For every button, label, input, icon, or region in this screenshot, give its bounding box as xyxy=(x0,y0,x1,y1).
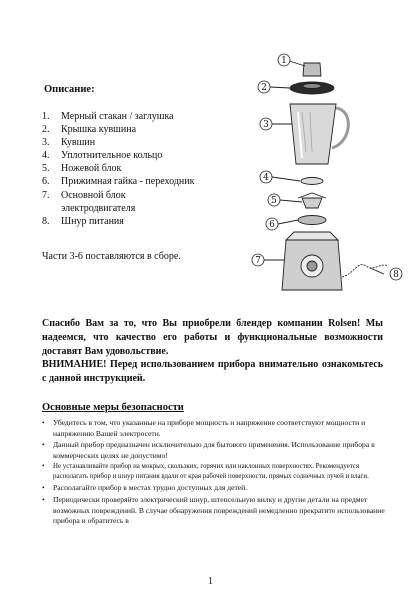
item-number xyxy=(42,202,61,215)
measuring-cup-shape xyxy=(303,63,321,76)
callout-6: 6 xyxy=(269,220,275,230)
callout-5: 5 xyxy=(271,196,277,206)
item-number: 6. xyxy=(42,176,50,188)
list-item xyxy=(42,215,257,228)
list-item: • Данный прибор предназначен исключительно для бытового применения. Использование прибора в коммерческих целях не допустимо! xyxy=(42,440,387,461)
list-item: • Убедитесь в том, что указанные на приборе мощность и напряжение соответствуют мощности и напряжению Вашей электросети. xyxy=(42,418,387,439)
power-cord-shape xyxy=(342,265,388,277)
item-text: Уплотнительное кольцо xyxy=(61,150,163,162)
item-number: 5. xyxy=(42,163,50,175)
item-text: Шнур питания xyxy=(61,215,124,227)
item-text: Мерный стакан / заглушка xyxy=(61,111,174,122)
callout-7: 7 xyxy=(255,256,261,266)
item-text: Крышка кувшина xyxy=(61,124,137,136)
item-text: Основной блок xyxy=(61,189,126,201)
safety-heading: Основные меры безопасности xyxy=(42,402,184,413)
callout-3: 3 xyxy=(263,120,269,130)
blade-shape xyxy=(302,198,322,208)
item-number: 2. xyxy=(42,124,50,136)
list-item xyxy=(42,175,257,188)
list-item: • Периодически проверяйте электрический шнур, штепсельную вилку и другие детали на предмет возможных повреждений. В случае обнаружения повреждений немедленно прекратите использование прибора и обратитесь в xyxy=(42,495,387,527)
list-item xyxy=(42,110,257,123)
item-text: электродвигателя xyxy=(61,202,136,214)
warning-paragraph: ВНИМАНИЕ! Перед использованием прибора внимательно ознакомьтесь с данной инструкцией. xyxy=(42,359,383,385)
callout-4: 4 xyxy=(263,173,269,183)
nut-shape xyxy=(298,216,326,225)
callout-1: 1 xyxy=(281,56,287,66)
item-number: 7. xyxy=(42,189,50,201)
list-item xyxy=(42,162,257,175)
assembly-note: Части 3-6 поставляются в сборе. xyxy=(42,251,181,262)
item-number: 8. xyxy=(42,215,50,227)
list-item xyxy=(42,136,257,149)
list-item xyxy=(42,202,257,215)
item-number: 3. xyxy=(42,137,50,149)
callout-8: 8 xyxy=(393,270,399,280)
item-number: 4. xyxy=(42,150,50,162)
list-item: • Располагайте прибор в местах трудно доступных для детей. xyxy=(42,483,387,494)
item-text: Ножевой блок xyxy=(61,163,122,175)
item-number: 1. xyxy=(42,111,50,122)
item-text: Прижимная гайка - переходник xyxy=(61,176,195,188)
item-text: Кувшин xyxy=(61,137,96,149)
callout-2: 2 xyxy=(261,83,267,93)
jug-shape xyxy=(290,104,336,164)
parts-list xyxy=(42,110,257,228)
list-item xyxy=(42,123,257,136)
page-number: 1 xyxy=(208,576,213,587)
description-heading: Описание: xyxy=(44,84,95,95)
intro-text xyxy=(42,317,383,386)
list-item: • Не устанавливайте прибор на мокрых, скользких, горячих или наклонных поверхностях. Рекомендуется располагать прибор и шнур питания вдали от края рабочей поверхности, прямых солнечных лучей и влаги. xyxy=(42,462,387,482)
list-item xyxy=(42,149,257,162)
thanks-paragraph: Спасибо Вам за то, что Вы приобрели блендер компании Rolsen! Мы надеемся, что качество его работы и функциональные возможности доставят Вам удовольствие. xyxy=(42,318,383,357)
blender-exploded-diagram xyxy=(250,52,410,297)
list-item xyxy=(42,189,257,202)
seal-ring-shape xyxy=(301,178,323,185)
safety-list xyxy=(42,418,387,528)
